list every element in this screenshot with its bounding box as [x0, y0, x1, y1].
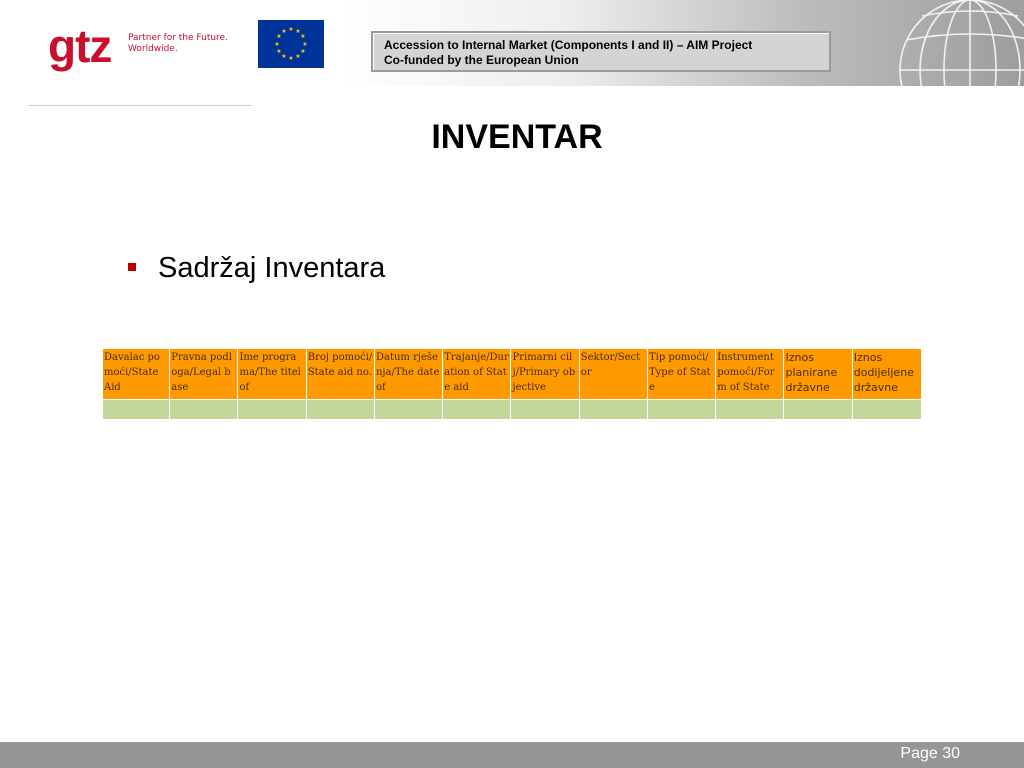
- table-row: [103, 400, 922, 420]
- table-cell: [306, 400, 374, 420]
- table-cell: [443, 400, 511, 420]
- slide-footer: [0, 742, 1024, 768]
- table-cell: [579, 400, 647, 420]
- table-header-cell: Ime programa/The titel of: [238, 349, 306, 400]
- project-title: Accession to Internal Market (Components I and II) – AIM Project: [384, 38, 753, 52]
- svg-text:★: ★: [300, 33, 306, 40]
- table-cell: [170, 400, 238, 420]
- gtz-logo: gtz: [48, 20, 112, 72]
- table-header-cell: Datum rješenja/The date of: [374, 349, 442, 400]
- table-header-cell: Davalac pomoći/State Aid: [103, 349, 170, 400]
- page-number: Page 30: [900, 745, 960, 762]
- project-funding: Co-funded by the European Union: [384, 53, 579, 67]
- gtz-tagline: [128, 33, 228, 55]
- bullet-text: Sadržaj Inventara: [158, 252, 386, 284]
- table-header-cell: Instrument pomoći/Form of State: [716, 349, 784, 400]
- bullet-square-icon: [128, 263, 136, 271]
- gtz-tagline-line2: Worldwide.: [128, 44, 178, 54]
- table-cell: [103, 400, 170, 420]
- gtz-tagline-line1: Partner for the Future.: [128, 33, 228, 43]
- table-header-cell: Primarni cilj/Primary objective: [511, 349, 579, 400]
- table-cell: [511, 400, 579, 420]
- table-header-cell: Trajanje/Duration of State aid: [443, 349, 511, 400]
- table-header-row: [103, 349, 922, 400]
- slide-header: [0, 0, 1024, 86]
- svg-text:★: ★: [288, 26, 294, 33]
- globe-icon: [890, 0, 1024, 86]
- svg-text:★: ★: [281, 28, 287, 35]
- svg-text:★: ★: [281, 53, 287, 60]
- svg-text:★: ★: [276, 33, 282, 40]
- table-cell: [647, 400, 715, 420]
- inventory-table: [102, 348, 922, 420]
- table-cell: [784, 400, 852, 420]
- table-header-cell: Broj pomoći/State aid no.: [306, 349, 374, 400]
- table-cell: [374, 400, 442, 420]
- svg-text:★: ★: [276, 48, 282, 55]
- table-cell: [716, 400, 784, 420]
- svg-text:★: ★: [274, 41, 280, 48]
- svg-text:★: ★: [295, 53, 301, 60]
- slide-title: INVENTAR: [431, 118, 603, 156]
- svg-text:★: ★: [288, 55, 294, 62]
- table-header-cell: Tip pomoći/Type of State: [647, 349, 715, 400]
- table-header-cell: Iznos dodijeljene državne: [852, 349, 921, 400]
- table-header-cell: Pravna podloga/Legal base: [170, 349, 238, 400]
- svg-text:★: ★: [300, 48, 306, 55]
- svg-text:★: ★: [302, 41, 308, 48]
- table-header-cell: Sektor/Sector: [579, 349, 647, 400]
- table-cell: [852, 400, 921, 420]
- table-cell: [238, 400, 306, 420]
- header-divider: [28, 105, 252, 106]
- svg-text:★: ★: [295, 28, 301, 35]
- table-header-cell: Iznos planirane državne: [784, 349, 852, 400]
- eu-flag-icon: [258, 20, 324, 68]
- project-info-box: [371, 31, 831, 72]
